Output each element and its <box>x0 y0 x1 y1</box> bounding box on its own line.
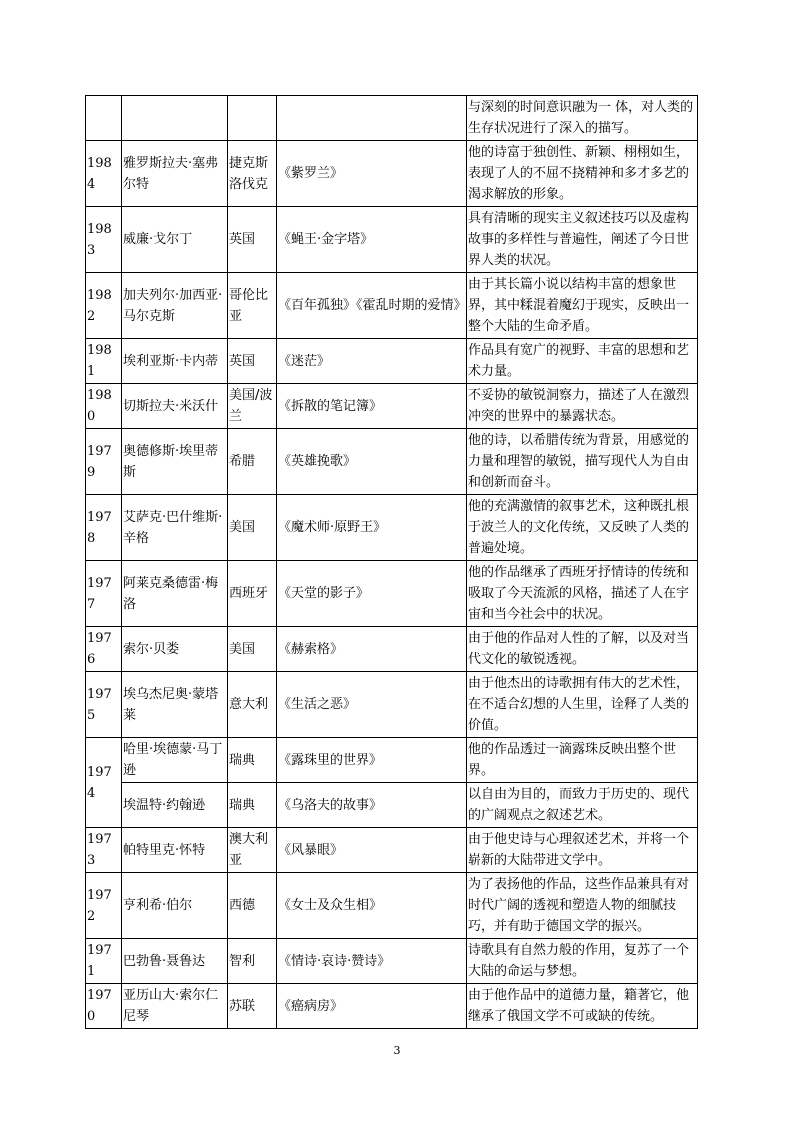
work-cell: 《露珠里的世界》 <box>277 738 467 783</box>
work-cell: 《迷茫》 <box>277 339 467 384</box>
table-row <box>86 939 698 984</box>
work-cell: 《英雄挽歌》 <box>277 429 467 495</box>
work-cell: 《生活之恶》 <box>277 672 467 738</box>
year-cell <box>86 96 122 141</box>
reason-cell: 由于他史诗与心理叙述艺术，并将一个崭新的大陆带进文学中。 <box>467 828 698 873</box>
reason-cell: 由于他作品中的道德力量，籍著它，他继承了俄国文学不可或缺的传统。 <box>467 984 698 1029</box>
country-cell: 美国/波兰 <box>228 384 277 429</box>
author-cell: 威廉·戈尔丁 <box>122 207 228 273</box>
reason-cell: 以自由为目的，而致力于历史的、现代的广阔观点之叙述艺术。 <box>467 783 698 828</box>
author-cell: 帕特里克·怀特 <box>122 828 228 873</box>
table-row <box>86 783 698 828</box>
work-cell: 《风暴眼》 <box>277 828 467 873</box>
year-cell: 1975 <box>86 672 122 738</box>
year-cell: 1974 <box>86 738 122 828</box>
country-cell: 西班牙 <box>228 561 277 627</box>
year-cell: 1972 <box>86 873 122 939</box>
year-cell: 1978 <box>86 495 122 561</box>
year-cell: 1980 <box>86 384 122 429</box>
author-cell: 埃温特·约翰逊 <box>122 783 228 828</box>
country-cell: 希腊 <box>228 429 277 495</box>
year-cell: 1971 <box>86 939 122 984</box>
year-cell: 1984 <box>86 141 122 207</box>
table-row <box>86 627 698 672</box>
author-cell: 切斯拉夫·米沃什 <box>122 384 228 429</box>
country-cell: 捷克斯洛伐克 <box>228 141 277 207</box>
work-cell: 《蝇王·金字塔》 <box>277 207 467 273</box>
reason-cell: 他的充满激情的叙事艺术，这种既扎根于波兰人的文化传统，又反映了人类的普遍处境。 <box>467 495 698 561</box>
author-cell: 阿莱克桑德雷·梅洛 <box>122 561 228 627</box>
year-cell: 1982 <box>86 273 122 339</box>
work-cell: 《百年孤独》《霍乱时期的爱情》 <box>277 273 467 339</box>
table-row <box>86 273 698 339</box>
author-cell: 雅罗斯拉夫·塞弗尔特 <box>122 141 228 207</box>
country-cell <box>228 96 277 141</box>
table-row <box>86 384 698 429</box>
author-cell <box>122 96 228 141</box>
year-cell: 1970 <box>86 984 122 1029</box>
reason-cell: 他的诗，以希腊传统为背景，用感觉的力量和理智的敏锐，描写现代人为自由和创新而奋斗。 <box>467 429 698 495</box>
author-cell: 亚历山大·索尔仁尼琴 <box>122 984 228 1029</box>
table-row <box>86 873 698 939</box>
reason-cell: 诗歌具有自然力般的作用，复苏了一个大陆的命运与梦想。 <box>467 939 698 984</box>
author-cell: 艾萨克·巴什维斯·辛格 <box>122 495 228 561</box>
reason-cell: 他的作品继承了西班牙抒情诗的传统和吸取了今天流派的风格，描述了人在宇宙和当今社会中的状况。 <box>467 561 698 627</box>
table-row <box>86 96 698 141</box>
table-row <box>86 141 698 207</box>
author-cell: 加夫列尔·加西亚·马尔克斯 <box>122 273 228 339</box>
country-cell: 美国 <box>228 495 277 561</box>
country-cell: 澳大利亚 <box>228 828 277 873</box>
work-cell: 《赫索格》 <box>277 627 467 672</box>
country-cell: 智利 <box>228 939 277 984</box>
work-cell: 《魔术师·原野王》 <box>277 495 467 561</box>
reason-cell: 与深刻的时间意识融为一 体，对人类的生存状况进行了深入的描写。 <box>467 96 698 141</box>
reason-cell: 不妥协的敏锐洞察力，描述了人在激烈冲突的世界中的暴露状态。 <box>467 384 698 429</box>
table-row <box>86 207 698 273</box>
reason-cell: 由于其长篇小说以结构丰富的想象世界，其中糅混着魔幻于现实，反映出一整个大陆的生命矛盾。 <box>467 273 698 339</box>
work-cell: 《情诗·哀诗·赞诗》 <box>277 939 467 984</box>
reason-cell: 具有清晰的现实主义叙述技巧以及虚构故事的多样性与普遍性，阐述了今日世界人类的状况。 <box>467 207 698 273</box>
country-cell: 西德 <box>228 873 277 939</box>
country-cell: 哥伦比亚 <box>228 273 277 339</box>
table-row <box>86 339 698 384</box>
work-cell: 《紫罗兰》 <box>277 141 467 207</box>
nobel-literature-table <box>85 95 698 1029</box>
country-cell: 苏联 <box>228 984 277 1029</box>
country-cell: 瑞典 <box>228 738 277 783</box>
year-cell: 1979 <box>86 429 122 495</box>
author-cell: 埃利亚斯·卡内蒂 <box>122 339 228 384</box>
reason-cell: 他的诗富于独创性、新颖、栩栩如生，表现了人的不屈不挠精神和多才多艺的渴求解放的形象。 <box>467 141 698 207</box>
country-cell: 英国 <box>228 339 277 384</box>
author-cell: 巴勃鲁·聂鲁达 <box>122 939 228 984</box>
work-cell: 《女士及众生相》 <box>277 873 467 939</box>
work-cell <box>277 96 467 141</box>
author-cell: 埃乌杰尼奥·蒙塔莱 <box>122 672 228 738</box>
country-cell: 意大利 <box>228 672 277 738</box>
author-cell: 索尔·贝娄 <box>122 627 228 672</box>
table-row <box>86 984 698 1029</box>
reason-cell: 他的作品透过一滴露珠反映出整个世界。 <box>467 738 698 783</box>
year-cell: 1983 <box>86 207 122 273</box>
year-cell: 1973 <box>86 828 122 873</box>
reason-cell: 由于他的作品对人性的了解，以及对当代文化的敏锐透视。 <box>467 627 698 672</box>
table-row <box>86 738 698 783</box>
work-cell: 《天堂的影子》 <box>277 561 467 627</box>
table-row <box>86 429 698 495</box>
reason-cell: 作品具有宽广的视野、丰富的思想和艺术力量。 <box>467 339 698 384</box>
author-cell: 奥德修斯·埃里蒂斯 <box>122 429 228 495</box>
year-cell: 1981 <box>86 339 122 384</box>
author-cell: 哈里·埃德蒙·马丁逊 <box>122 738 228 783</box>
year-cell: 1977 <box>86 561 122 627</box>
table-row <box>86 672 698 738</box>
work-cell: 《癌病房》 <box>277 984 467 1029</box>
table-row <box>86 828 698 873</box>
page-number: 3 <box>393 1044 401 1057</box>
table-row <box>86 495 698 561</box>
country-cell: 瑞典 <box>228 783 277 828</box>
work-cell: 《乌洛夫的故事》 <box>277 783 467 828</box>
reason-cell: 为了表扬他的作品，这些作品兼具有对时代广阔的透视和塑造人物的细腻技巧，并有助于德国文学的振兴。 <box>467 873 698 939</box>
year-cell: 1976 <box>86 627 122 672</box>
reason-cell: 由于他杰出的诗歌拥有伟大的艺术性，在不适合幻想的人生里，诠释了人类的价值。 <box>467 672 698 738</box>
country-cell: 英国 <box>228 207 277 273</box>
country-cell: 美国 <box>228 627 277 672</box>
author-cell: 亨利希·伯尔 <box>122 873 228 939</box>
table-row <box>86 561 698 627</box>
work-cell: 《拆散的笔记簿》 <box>277 384 467 429</box>
